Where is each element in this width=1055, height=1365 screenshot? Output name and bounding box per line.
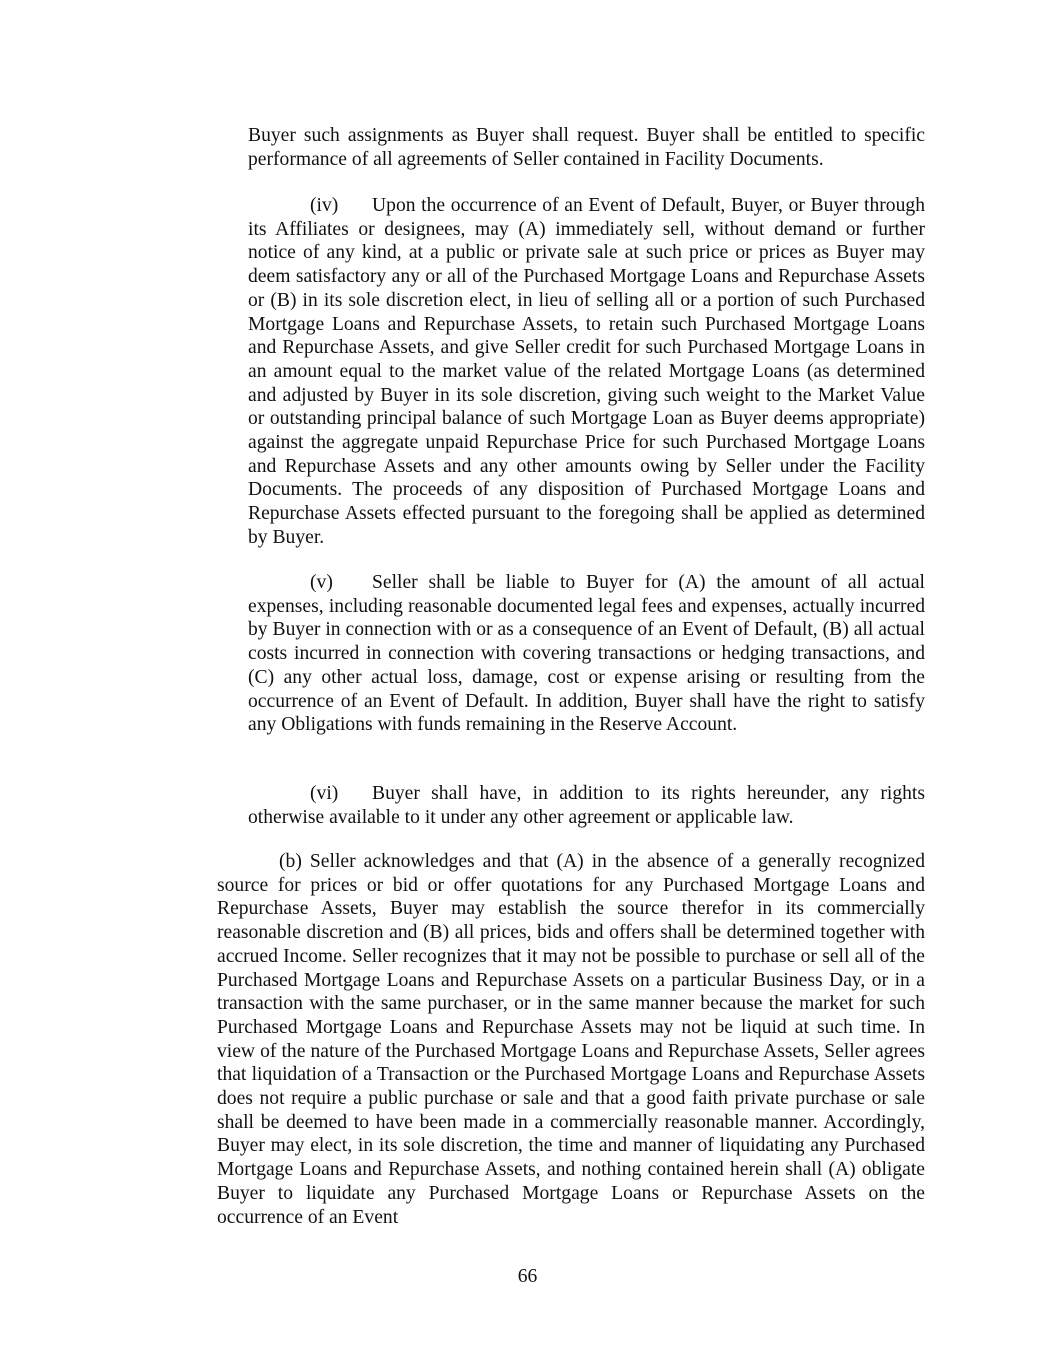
clause-v-text: Seller shall be liable to Buyer for (A) the amount of all actual expenses, including reasonable documented legal fees and expenses, actually incurred by Buyer in connection with or as a consequence of an Event of Default, (B) all actual costs incurred in connection with covering transactions or hedging transactions, and (C) any other actual loss, damage, cost or expense arising or resulting from the occurrence of an Event of Default. In addition, Buyer shall have the right to satisfy any Obligations with funds remaining in the Reserve Account. [248,572,925,736]
clause-iv [248,194,925,550]
clause-v-label: (v) [310,572,333,593]
clause-vi-label: (vi) [310,783,339,804]
clause-iv-label: (iv) [310,195,339,216]
paragraph-continuation: Buyer such assignments as Buyer shall request. Buyer shall be entitled to specific performance of all agreements of Seller contained in Facility Documents. [248,125,925,170]
clause-b-label: (b) [279,851,302,872]
clause-b-text: Seller acknowledges and that (A) in the absence of a generally recognized source for prices or bid or offer quotations for any Purchased Mortgage Loans and Repurchase Assets, Buyer may establish the source therefor in its commercially reasonable discretion and (B) all prices, bids and offers shall be determined together with accrued Income. Seller recognizes that it may not be possible to purchase or sell all of the Purchased Mortgage Loans and Repurchase Assets on a particular Business Day, or in a transaction with the same purchaser, or in the same manner because the market for such Purchased Mortgage Loans and Repurchase Assets may not be liquid at such time. In view of the nature of the Purchased Mortgage Loans and Repurchase Assets, Seller agrees that liquidation of a Transaction or the Purchased Mortgage Loans and Repurchase Assets does not require a public purchase or sale and that a good faith private purchase or sale shall be deemed to have been made in a commercially reasonable manner. Accordingly, Buyer may elect, in its sole discretion, the time and manner of liquidating any Purchased Mortgage Loans and Repurchase Assets, and nothing contained herein shall (A) obligate Buyer to liquidate any Purchased Mortgage Loans or Repurchase Assets on the occurrence of an Event [217,851,925,1228]
clause-b [217,850,925,1229]
page-number: 66 [517,1266,538,1287]
clause-v [248,571,925,737]
clause-iv-text: Upon the occurrence of an Event of Default, Buyer, or Buyer through its Affiliates or designees, may (A) immediately sell, without demand or further notice of any kind, at a public or private sale at such price or prices as Buyer may deem satisfactory any or all of the Purchased Mortgage Loans and Repurchase Assets or (B) in its sole discretion elect, in lieu of selling all or a portion of such Purchased Mortgage Loans and Repurchase Assets, to retain such Purchased Mortgage Loans and Repurchase Assets, and give Seller credit for such Purchased Mortgage Loans in an amount equal to the market value of the related Mortgage Loans (as determined and adjusted by Buyer in its sole discretion, giving such weight to the Market Value or outstanding principal balance of such Mortgage Loan as Buyer deems appropriate) against the aggregate unpaid Repurchase Price for such Purchased Mortgage Loans and Repurchase Assets and any other amounts owing by Seller under the Facility Documents. The proceeds of any disposition of Purchased Mortgage Loans and Repurchase Assets effected pursuant to the foregoing shall be applied as determined by Buyer. [248,195,925,548]
clause-vi [248,782,925,829]
clause-vi-text: Buyer shall have, in addition to its rights hereunder, any rights otherwise available to it under any other agreement or applicable law. [248,783,925,828]
